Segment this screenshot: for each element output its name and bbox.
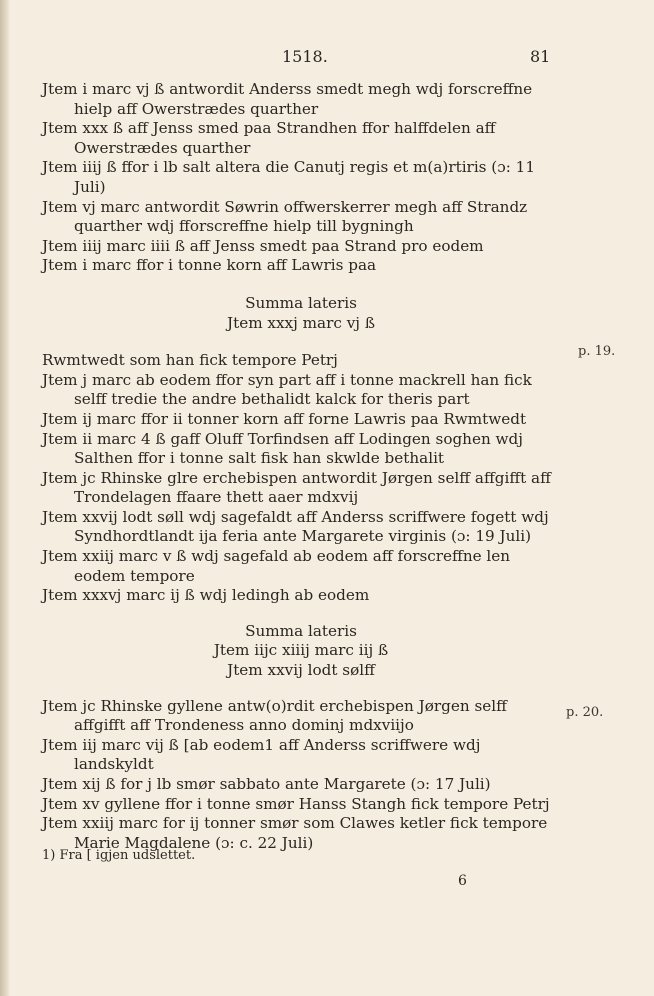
entry: Jtem xxiij marc v ß wdj sagefald ab eodem aff forscreffne len eodem tempore [42, 547, 511, 585]
footnote: 1) Fra [ igjen udslettet. [42, 848, 196, 863]
book-spine-shadow [0, 0, 10, 996]
page-body [42, 80, 560, 853]
entry: Jtem xij ß for j lb smør sabbato ante Margarete (ɔ: 17 Juli) [42, 775, 491, 793]
entries-block-2 [42, 351, 560, 606]
summa-line: Jtem xxxj marc vj ß [227, 313, 375, 332]
entry: Jtem i marc ffor i tonne korn aff Lawris paa [42, 256, 377, 275]
entry: Jtem xxxvj marc ij ß wdj ledingh ab eodem [42, 586, 370, 605]
summa-title: Summa lateris [245, 621, 357, 640]
entry: Rwmtwedt som han fick tempore Petrj [42, 351, 338, 370]
entry: Jtem ii marc 4 ß gaff Oluff Torfindsen aff Lodingen soghen wdj Salthen ffor i tonne salt fisk han skwlde bethalit [42, 429, 523, 468]
entries-block-1 [42, 80, 560, 276]
entry: Jtem iiij ß ffor i lb salt altera die Canutj regis et m(a)rtiris (ɔ: 11 Juli) [42, 158, 535, 196]
margin-note-page-19: p. 19. [578, 344, 616, 359]
summa-line: Jtem iijc xiiij marc iij ß [213, 641, 389, 660]
entry: Jtem vj marc antwordit Søwrin offwerskerrer megh aff Strandz quarther wdj fforscreffne hielp till bygningh [42, 197, 528, 236]
summa-lateris-2 [42, 622, 560, 681]
header-year: 1518. [282, 47, 328, 66]
entry: Jtem ij marc ffor ii tonner korn aff forne Lawris paa Rwmtwedt [42, 409, 527, 428]
entry: Jtem iiij marc iiii ß aff Jenss smedt paa Strand pro eodem [42, 236, 484, 255]
entry: Jtem i marc vj ß antwordit Anderss smedt megh wdj forscreffne hielp aff Owerstrædes quarther [42, 80, 533, 118]
summa-line: Jtem xxvij lodt sølff [227, 661, 375, 680]
entry: Jtem xxvij lodt søll wdj sagefaldt aff Anderss scriffwere fogett wdj Syndhordtlandt ija feria ante Margarete virginis (ɔ: 19 Juli) [42, 507, 549, 546]
margin-note-page-20: p. 20. [566, 705, 604, 720]
entry: Jtem xv gyllene ffor i tonne smør Hanss Stangh fick tempore Petrj [42, 794, 550, 813]
entries-block-3 [42, 697, 560, 854]
summa-title: Summa lateris [245, 293, 357, 312]
summa-lateris-1 [42, 294, 560, 333]
page-number: 81 [530, 47, 551, 66]
entry: Jtem jc Rhinske gyllene antw(o)rdit erchebispen Jørgen selff affgifft aff Trondeness anno dominj mdxviijo [42, 696, 507, 735]
entry: Jtem xxx ß aff Jenss smed paa Strandhen ffor halffdelen aff Owerstrædes quarther [42, 119, 496, 157]
entry: Jtem j marc ab eodem ffor syn part aff i tonne mackrell han fick selff tredie the andre bethalidt kalck for theris part [42, 370, 532, 409]
entry: Jtem xxiij marc for ij tonner smør som Clawes ketler fick tempore Marie Magdalene (ɔ: c. 22 Juli) [42, 814, 548, 852]
entry: Jtem iij marc vij ß [ab eodem1 aff Anderss scriffwere wdj landskyldt [42, 735, 481, 774]
running-header [0, 47, 654, 71]
entry: Jtem jc Rhinske glre erchebispen antwordit Jørgen selff affgifft aff Trondelagen ffaare thett aaer mdxvij [42, 468, 551, 507]
signature-mark: 6 [458, 873, 467, 889]
